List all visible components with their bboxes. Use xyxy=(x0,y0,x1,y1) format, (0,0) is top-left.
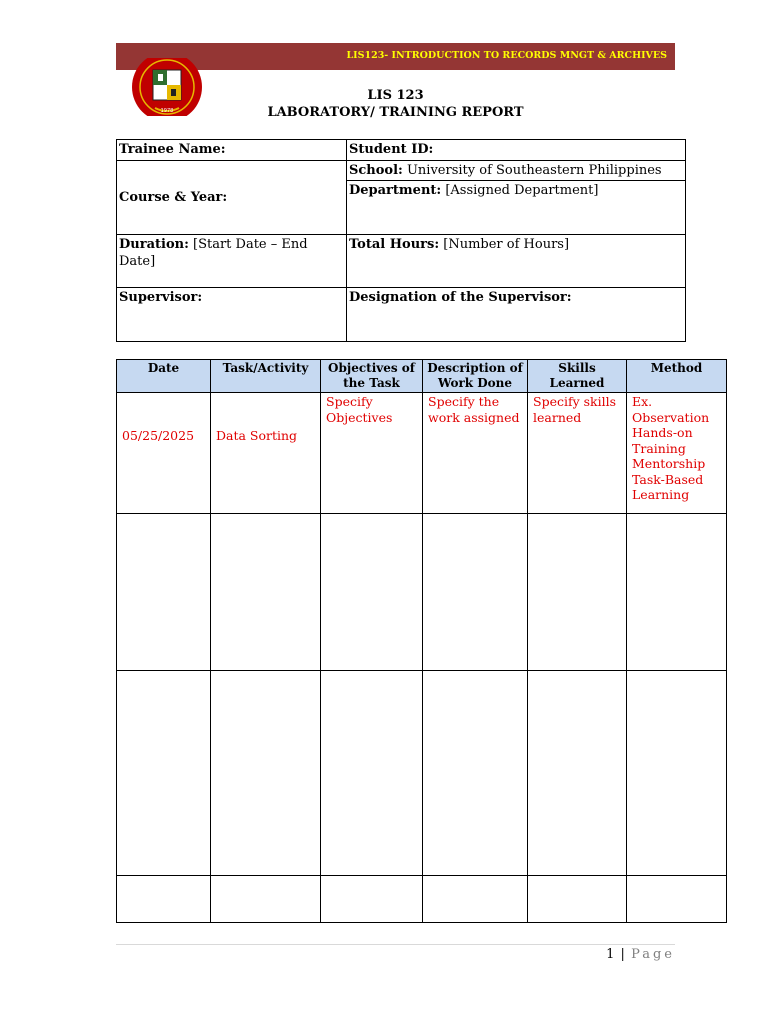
table-row xyxy=(117,514,727,671)
method-line: Hands-on Training xyxy=(632,425,693,456)
footer-divider xyxy=(116,944,675,945)
method-line: Observation xyxy=(632,409,710,425)
header-date: Date xyxy=(117,360,211,393)
empty-cell[interactable] xyxy=(423,876,528,923)
department-cell[interactable] xyxy=(347,181,686,235)
total-hours-cell[interactable] xyxy=(347,235,686,288)
student-id-cell[interactable] xyxy=(347,140,686,161)
empty-cell[interactable] xyxy=(117,876,211,923)
empty-cell[interactable] xyxy=(423,671,528,876)
page-separator: | xyxy=(620,947,625,962)
empty-cell[interactable] xyxy=(528,671,627,876)
supervisor-label: Supervisor: xyxy=(119,290,203,305)
designation-cell[interactable] xyxy=(347,288,686,342)
school-label: School: xyxy=(349,163,403,178)
trainee-name-cell[interactable] xyxy=(117,140,347,161)
trainee-name-label: Trainee Name: xyxy=(119,142,226,157)
empty-cell[interactable] xyxy=(627,671,727,876)
designation-label: Designation of the Supervisor: xyxy=(349,290,572,305)
course-year-label: Course & Year: xyxy=(119,190,228,205)
method-line: Ex. xyxy=(632,394,653,409)
empty-cell[interactable] xyxy=(321,671,423,876)
header-skills: Skills Learned xyxy=(528,360,627,393)
method-line: Mentorship xyxy=(632,456,706,471)
empty-cell[interactable] xyxy=(117,671,211,876)
department-label: Department: xyxy=(349,183,442,198)
duration-value: [Start Date – End Date] xyxy=(119,237,308,269)
empty-cell[interactable] xyxy=(627,514,727,671)
school-value: University of Southeastern Philippines xyxy=(402,163,662,178)
task-activity-table xyxy=(116,359,727,923)
method-line: Task-Based Learning xyxy=(632,471,704,502)
trainee-info-table xyxy=(116,139,686,342)
seal-year: 1978 xyxy=(160,108,174,114)
row-objectives-cell[interactable]: Specify Objectives xyxy=(321,393,423,514)
row-description-cell[interactable]: Specify the work assigned xyxy=(423,393,528,514)
row-task-cell[interactable]: Data Sorting xyxy=(211,393,321,514)
page-label: Page xyxy=(631,947,675,962)
empty-cell[interactable] xyxy=(117,514,211,671)
report-title-line1: LIS 123 xyxy=(367,88,424,103)
duration-cell[interactable] xyxy=(117,235,347,288)
table-row xyxy=(117,876,727,923)
empty-cell[interactable] xyxy=(211,514,321,671)
row-skills-cell[interactable]: Specify skills learned xyxy=(528,393,627,514)
header-banner-text: LIS123- INTRODUCTION TO RECORDS MNGT & ARCHIVES xyxy=(346,50,667,61)
report-title-line2: LABORATORY/ TRAINING REPORT xyxy=(267,105,524,120)
student-id-label: Student ID: xyxy=(349,142,434,157)
table-row xyxy=(117,393,727,514)
empty-cell[interactable] xyxy=(627,876,727,923)
empty-cell[interactable] xyxy=(211,876,321,923)
school-cell[interactable] xyxy=(347,161,686,181)
page-number: 1 xyxy=(606,947,615,962)
header-objectives: Objectives of the Task xyxy=(321,360,423,393)
header-description: Description of Work Done xyxy=(423,360,528,393)
duration-label: Duration: xyxy=(119,237,189,252)
header-method: Method xyxy=(627,360,727,393)
table-row xyxy=(117,671,727,876)
empty-cell[interactable] xyxy=(211,671,321,876)
empty-cell[interactable] xyxy=(321,876,423,923)
total-hours-label: Total Hours: xyxy=(349,237,440,252)
empty-cell[interactable] xyxy=(528,514,627,671)
row-date-cell[interactable]: 05/25/2025 xyxy=(117,393,211,514)
total-hours-value: [Number of Hours] xyxy=(439,237,570,252)
header-task: Task/Activity xyxy=(211,360,321,393)
empty-cell[interactable] xyxy=(423,514,528,671)
row-method-cell[interactable] xyxy=(627,393,727,514)
empty-cell[interactable] xyxy=(528,876,627,923)
department-value: [Assigned Department] xyxy=(441,183,599,198)
course-year-cell[interactable] xyxy=(117,161,347,235)
empty-cell[interactable] xyxy=(321,514,423,671)
page-footer xyxy=(606,947,675,962)
supervisor-cell[interactable] xyxy=(117,288,347,342)
